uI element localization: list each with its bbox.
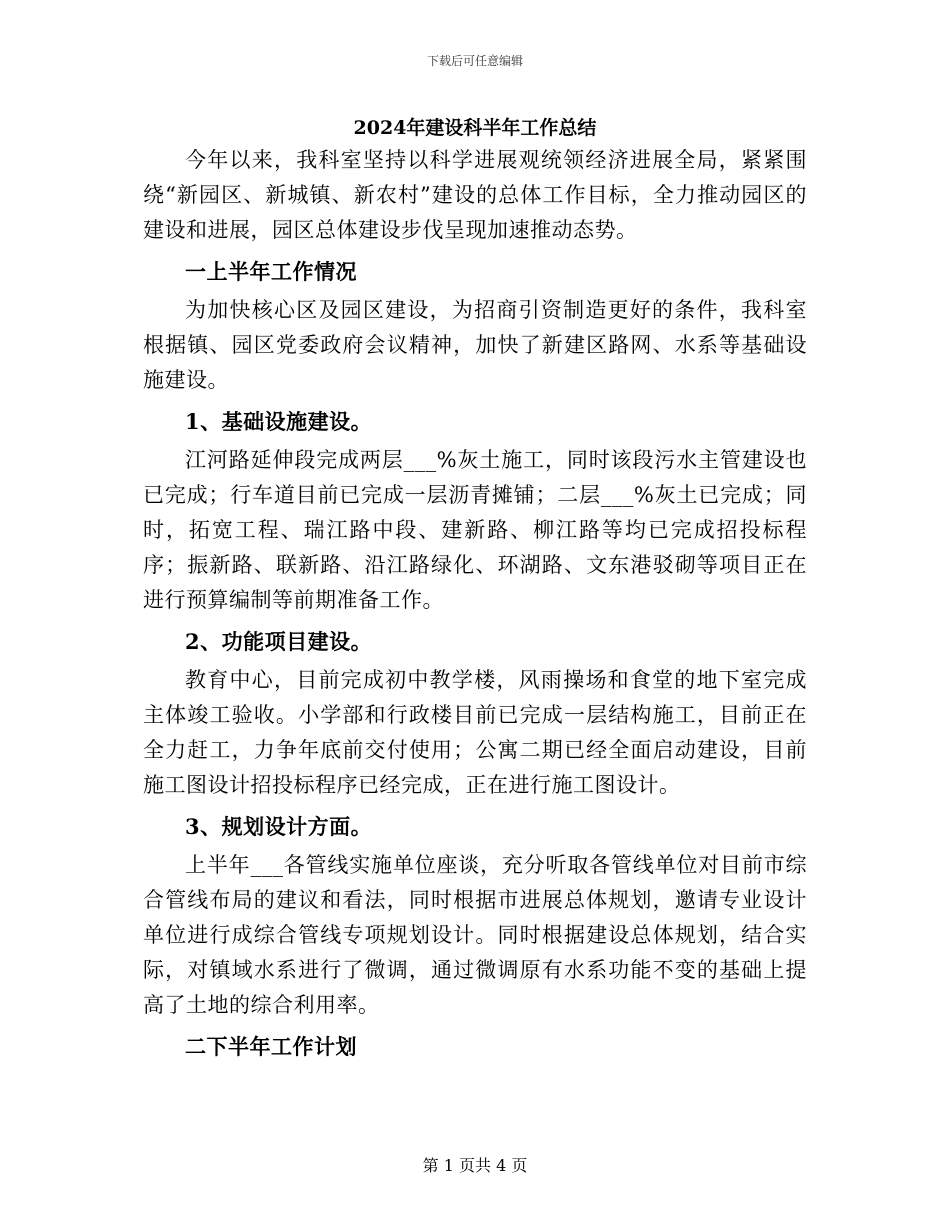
page-header: 下载后可任意编辑 xyxy=(426,54,523,68)
subsection-heading-infrastructure: 1、基础设施建设。 xyxy=(185,409,373,434)
subsection-heading-functional-projects: 2、功能项目建设。 xyxy=(185,629,373,654)
subsection-paragraph-functional-projects: 教育中心，目前完成初中教学楼，风雨操场和食堂的地下室完成主体竣工验收。小学部和行政楼目前已完成一层结构施工，目前正在全力赶工，力争年底前交付使用；公寓二期已经全面启动建设，目前施工图设计招投标程序已经完成，正在进行施工图设计。 xyxy=(143,668,807,797)
section-paragraph-first-half: 为加快核心区及园区建设，为招商引资制造更好的条件，我科室根据镇、园区党委政府会议精神，加快了新建区路网、水系等基础设施建设。 xyxy=(143,298,807,392)
section-heading-first-half: 一上半年工作情况 xyxy=(185,259,357,284)
intro-paragraph: 今年以来，我科室坚持以科学进展观统领经济进展全局，紧紧围绕“新园区、新城镇、新农村”建设的总体工作目标，全力推动园区的建设和进展，园区总体建设步伐呈现加速推动态势。 xyxy=(143,148,807,242)
subsection-heading-planning-design: 3、规划设计方面。 xyxy=(185,814,373,839)
subsection-paragraph-infrastructure: 江河路延伸段完成两层___%灰土施工，同时该段污水主管建设也已完成；行车道目前已完成一层沥青摊铺；二层___%灰土已完成；同时，拓宽工程、瑞江路中段、建新路、柳江路等均已完成招投标程序；振新路、联新路、沿江路绿化、环湖路、文东港驳砌等项目正在进行预算编制等前期准备工作。 xyxy=(143,448,807,612)
document-body xyxy=(143,113,807,1068)
document-title: 2024年建设科半年工作总结 xyxy=(353,117,597,139)
page-number: 第 1 页共 4 页 xyxy=(422,1156,528,1175)
section-heading-second-half: 二下半年工作计划 xyxy=(185,1034,357,1059)
subsection-paragraph-planning-design: 上半年___各管线实施单位座谈，充分听取各管线单位对目前市综合管线布局的建议和看法，同时根据市进展总体规划，邀请专业设计单位进行成综合管线专项规划设计。同时根据建设总体规划，结合实际，对镇域水系进行了微调，通过微调原有水系功能不变的基础上提高了土地的综合利用率。 xyxy=(143,853,807,1017)
